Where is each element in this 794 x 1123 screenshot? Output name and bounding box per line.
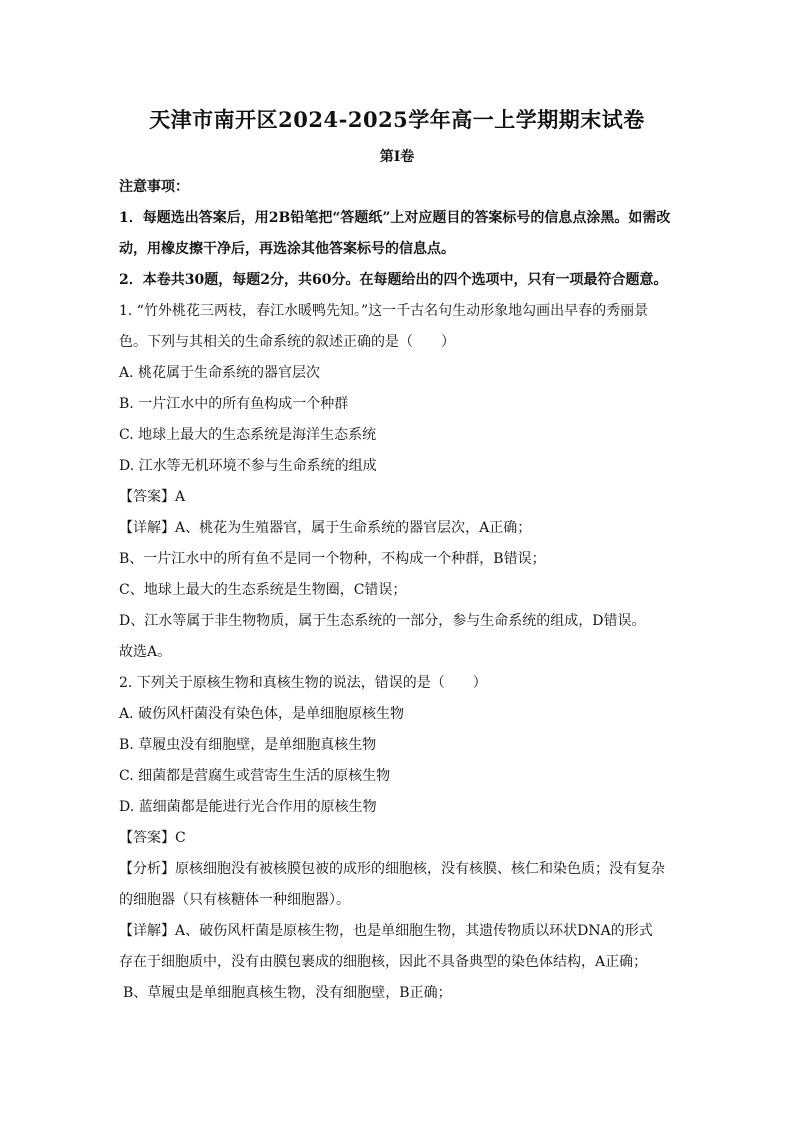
q1-detail-3: C、地球上最大的生态系统是生物圈，C错误； [119,582,407,598]
notice-item-2: 2．本卷共30题，每题2分，共60分。在每题给出的四个选项中，只有一项最符合题意。 [119,272,668,288]
q2-analysis-line-1: 【分析】原核细胞没有被核膜包被的成形的细胞核，没有核膜、核仁和染色质；没有复杂 [119,861,665,877]
q1-detail-4: D、江水等属于非生物物质，属于生态系统的一部分，参与生命系统的组成，D错误。 [119,613,646,629]
q1-conclusion: 故选A。 [119,644,172,660]
q2-analysis-line-2: 的细胞器（只有核糖体一种细胞器）。 [119,892,350,908]
q1-detail-2: B、一片江水中的所有鱼不是同一个物种，不构成一个种群，B错误； [119,551,546,567]
page-content [119,172,679,1009]
q1-option-a: A. 桃花属于生命系统的器官层次 [119,365,321,381]
q1-stem-line-2: 色。下列与其相关的生命系统的叙述正确的是（ ） [119,334,455,350]
q2-option-a: A. 破伤风杆菌没有染色体，是单细胞原核生物 [119,706,405,722]
q2-stem: 2. 下列关于原核生物和真核生物的说法，错误的是（ ） [119,675,487,691]
q2-answer: 【答案】C [119,830,186,846]
q2-option-b: B. 草履虫没有细胞壁，是单细胞真核生物 [119,737,377,753]
notice-item-1-line-2: 动，用橡皮擦干净后，再选涂其他答案标号的信息点。 [119,241,455,257]
q2-detail-line-3: B、草履虫是单细胞真核生物，没有细胞壁，B正确； [123,985,452,1001]
page-title: 天津市南开区2024-2025学年高一上学期期末试卷 [149,107,645,132]
q1-detail-1: 【详解】A、桃花为生殖器官，属于生命系统的器官层次，A正确； [119,520,532,536]
q2-detail-line-2: 存在于细胞质中，没有由膜包裹成的细胞核，因此不具备典型的染色体结构，A正确； [119,954,648,970]
section-subtitle: 第I卷 [379,149,415,165]
q2-option-d: D. 蓝细菌都是能进行光合作用的原核生物 [119,799,377,815]
q2-detail-line-1: 【详解】A、破伤风杆菌是原核生物，也是单细胞生物，其遗传物质以环状DNA的形式 [119,923,653,939]
q1-option-c: C. 地球上最大的生态系统是海洋生态系统 [119,427,377,443]
notice-item-1-line-1: 1．每题选出答案后，用2B铅笔把“答题纸”上对应题目的答案标号的信息点涂黑。如需改 [119,210,671,226]
notice-heading: 注意事项： [119,179,189,195]
q1-option-b: B. 一片江水中的所有鱼构成一个种群 [119,396,349,412]
q1-stem-line-1: 1. “竹外桃花三两枝，春江水暖鸭先知。”这一千古名句生动形象地勾画出早春的秀丽景 [119,303,649,319]
q1-answer: 【答案】A [119,489,186,505]
q2-option-c: C. 细菌都是营腐生或营寄生生活的原核生物 [119,768,391,784]
q1-option-d: D. 江水等无机环境不参与生命系统的组成 [119,458,377,474]
